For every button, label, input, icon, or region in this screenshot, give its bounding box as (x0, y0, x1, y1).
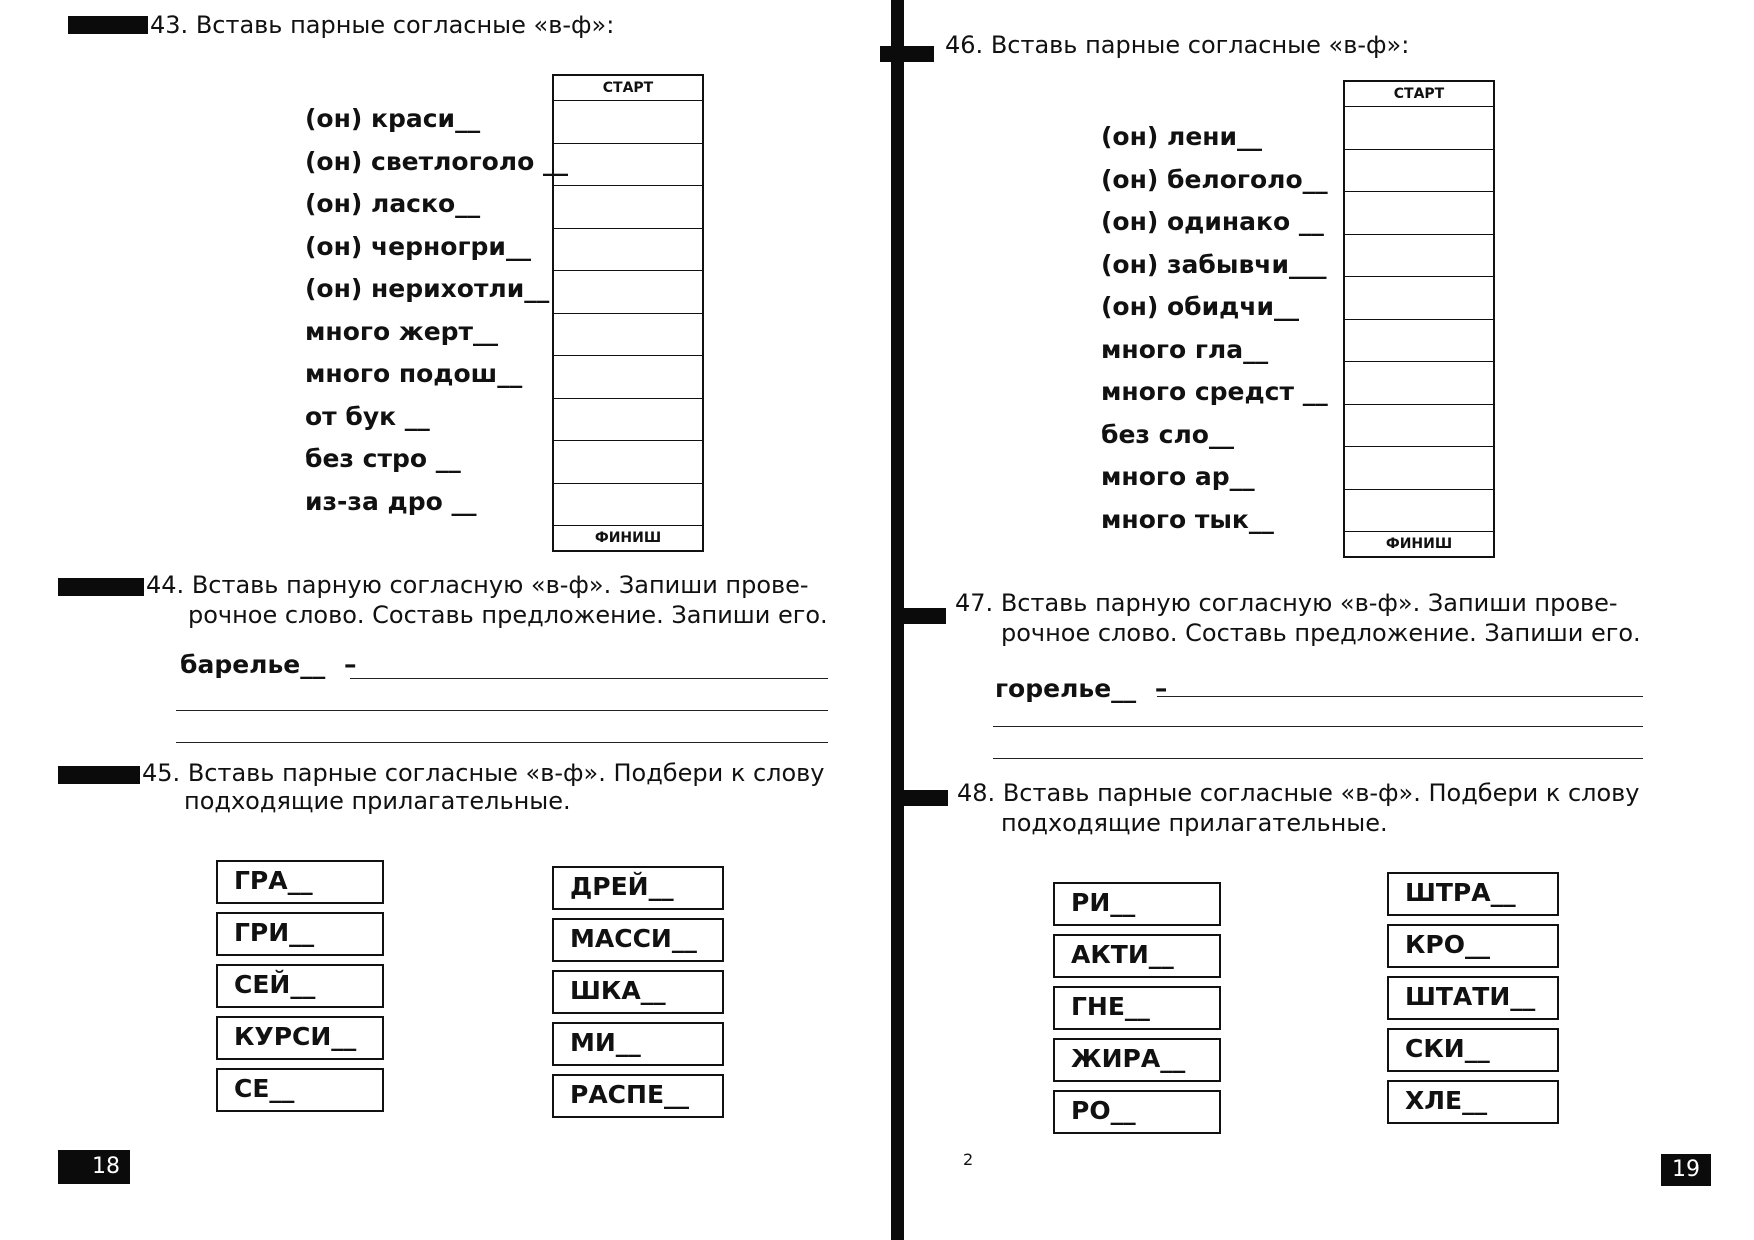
task-46 (905, 0, 1754, 570)
task-instruction-line2: подходящие прилагательные. (184, 787, 571, 815)
ladder-start-label: СТАРТ (1393, 86, 1445, 102)
word-box[interactable]: ГРИ__ (216, 912, 384, 956)
ladder-cell[interactable] (554, 355, 702, 398)
task-43 (0, 0, 895, 560)
answer-word (180, 650, 356, 679)
task-number: 46. (945, 31, 984, 59)
ladder-cell[interactable] (554, 100, 702, 143)
ladder-cell[interactable] (554, 483, 702, 526)
answer-line[interactable] (993, 758, 1643, 759)
answer-line[interactable] (993, 726, 1643, 727)
word: барелье__ (180, 650, 326, 679)
answer-line[interactable] (1157, 696, 1643, 697)
word-box[interactable]: ГНЕ__ (1053, 986, 1221, 1030)
list-item: без сло__ (1101, 419, 1234, 449)
list-item: (он) лени__ (1101, 122, 1263, 151)
task-title (146, 570, 809, 600)
answer-ladder (552, 74, 704, 552)
answer-line[interactable] (176, 742, 828, 743)
answer-ladder (1343, 80, 1495, 558)
word-box[interactable]: ЖИРА__ (1053, 1038, 1221, 1082)
task-marker (58, 766, 140, 784)
task-instruction: Вставь парные согласные «в-ф». Подбери к слову (1002, 779, 1640, 807)
answer-line[interactable] (176, 710, 828, 711)
ladder-start-label: СТАРТ (602, 80, 654, 96)
task-44 (0, 560, 895, 760)
ladder-cell[interactable] (554, 185, 702, 228)
right-page (905, 0, 1754, 1240)
task-instruction-line2: рочное слово. Составь предложение. Запиши его. (1001, 619, 1641, 647)
list-item: (он) забывчи___ (1101, 249, 1327, 279)
word: горелье__ (995, 674, 1137, 703)
ladder-cell[interactable] (1345, 106, 1493, 149)
task-marker (68, 16, 148, 34)
task-number: 43. (150, 11, 189, 39)
list-item: (он) обидчи__ (1101, 292, 1300, 321)
word-box[interactable]: ГРА__ (216, 860, 384, 904)
ladder-cell[interactable] (1345, 234, 1493, 277)
word-box[interactable]: РИ__ (1053, 882, 1221, 926)
word-box[interactable]: СЕ__ (216, 1068, 384, 1112)
word-box[interactable]: МИ__ (552, 1022, 724, 1066)
ladder-cell[interactable] (1345, 149, 1493, 192)
ladder-finish-label: ФИНИШ (554, 525, 702, 550)
dash: – (1154, 674, 1168, 703)
ladder-cell[interactable] (1345, 489, 1493, 532)
word-box[interactable]: РАСПЕ__ (552, 1074, 724, 1118)
page-number: 19 (1661, 1154, 1711, 1186)
task-45 (0, 750, 895, 1150)
ladder-cell[interactable] (554, 228, 702, 271)
ladder-cell[interactable] (554, 398, 702, 441)
list-item: (он) одинако __ (1101, 207, 1324, 236)
page-number: 18 (58, 1150, 130, 1184)
task-instruction-line2: рочное слово. Составь предложение. Запиши его. (188, 601, 828, 629)
word-box[interactable]: РО__ (1053, 1090, 1221, 1134)
ladder-cell[interactable] (554, 270, 702, 313)
answer-line[interactable] (350, 678, 828, 679)
task-instruction: Вставь парные согласные «в-ф»: (990, 31, 1410, 59)
ladder-cell[interactable] (1345, 404, 1493, 447)
ladder-cell[interactable] (1345, 446, 1493, 489)
task-number: 48. (957, 779, 996, 807)
word-box[interactable]: СЕЙ__ (216, 964, 384, 1008)
answer-word (995, 674, 1167, 703)
word-list (305, 98, 568, 523)
list-item: много тык__ (1101, 504, 1274, 534)
list-item: (он) светлоголо __ (305, 146, 569, 176)
task-title (150, 10, 614, 40)
list-item: много подош__ (305, 359, 523, 388)
word-list (1101, 116, 1328, 541)
list-item: много средст __ (1101, 377, 1328, 406)
list-item: (он) ласко__ (305, 189, 481, 218)
task-47 (905, 570, 1754, 770)
ladder-cell[interactable] (1345, 319, 1493, 362)
word-box[interactable]: ШКА__ (552, 970, 724, 1014)
word-box[interactable]: КУРСИ__ (216, 1016, 384, 1060)
task-number: 45. (142, 759, 181, 787)
list-item: (он) белоголо__ (1101, 164, 1328, 194)
ladder-cell[interactable] (1345, 361, 1493, 404)
word-box[interactable]: КРО__ (1387, 924, 1559, 968)
task-marker (58, 578, 144, 596)
task-instruction-line2: подходящие прилагательные. (1001, 809, 1388, 837)
ladder-cell[interactable] (554, 440, 702, 483)
task-number: 47. (955, 589, 994, 617)
list-item: (он) нерихотли__ (305, 274, 550, 303)
task-title (945, 30, 1409, 60)
list-item: много ар__ (1101, 462, 1255, 491)
task-title (955, 588, 1618, 618)
list-item: много жерт__ (305, 316, 499, 346)
word-box[interactable]: ДРЕЙ__ (552, 866, 724, 910)
task-instruction: Вставь парную согласную «в-ф». Запиши прове- (1000, 589, 1618, 617)
task-title (142, 758, 825, 788)
word-box[interactable]: ШТРА__ (1387, 872, 1559, 916)
ladder-cell[interactable] (1345, 276, 1493, 319)
task-instruction: Вставь парные согласные «в-ф»: (195, 11, 615, 39)
word-box[interactable]: ШТАТИ__ (1387, 976, 1559, 1020)
ladder-finish-label: ФИНИШ (1345, 531, 1493, 556)
stray-mark: 2 (963, 1150, 974, 1169)
list-item: без стро __ (305, 444, 461, 473)
word-box[interactable]: ХЛЕ__ (1387, 1080, 1559, 1124)
task-instruction: Вставь парную согласную «в-ф». Запиши прове- (191, 571, 809, 599)
list-item: много гла__ (1101, 334, 1269, 364)
list-item: (он) черногри__ (305, 231, 531, 261)
ladder-cell[interactable] (1345, 191, 1493, 234)
list-item: от бук __ (305, 401, 430, 431)
word-box[interactable]: МАССИ__ (552, 918, 724, 962)
dash: – (343, 650, 357, 679)
task-48 (905, 760, 1754, 1160)
word-box[interactable]: СКИ__ (1387, 1028, 1559, 1072)
task-number: 44. (146, 571, 185, 599)
ladder-cell[interactable] (554, 313, 702, 356)
list-item: из-за дро __ (305, 486, 477, 516)
task-title (957, 778, 1640, 808)
task-instruction: Вставь парные согласные «в-ф». Подбери к слову (187, 759, 825, 787)
list-item: (он) краси__ (305, 104, 481, 133)
word-box[interactable]: АКТИ__ (1053, 934, 1221, 978)
ladder-cell[interactable] (554, 143, 702, 186)
